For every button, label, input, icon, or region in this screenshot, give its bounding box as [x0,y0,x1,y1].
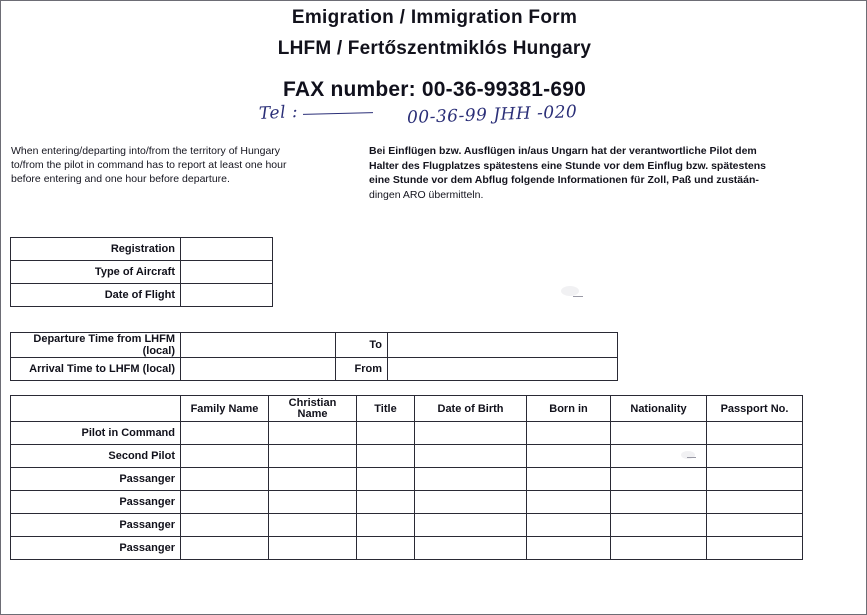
aircraft-info-table [10,237,273,307]
table-row [11,284,273,307]
registration-field[interactable] [181,238,273,261]
row-label-second-pilot: Second Pilot [11,445,181,468]
table-row [11,238,273,261]
header-nationality: Nationality [611,396,707,422]
table-header-row [11,396,803,422]
cell-nationality[interactable] [611,422,707,445]
flight-times-table [10,332,618,381]
handwritten-tel-number: 00-36-99 JHH -020 [406,102,578,128]
persons-header-blank [11,396,181,422]
table-row [11,491,803,514]
date-of-flight-label: Date of Flight [11,284,181,307]
header-christian-name [269,396,357,422]
arrival-time-label: Arrival Time to LHFM (local) [11,358,181,381]
cell-passport-no[interactable] [707,468,803,491]
cell-title[interactable] [357,514,415,537]
table-row [11,358,618,381]
table-row [11,537,803,560]
cell-family-name[interactable] [181,514,269,537]
header-christian-name-line2: Name [297,407,328,420]
cell-date-of-birth[interactable] [415,537,527,560]
cell-passport-no[interactable] [707,445,803,468]
cell-passport-no[interactable] [707,422,803,445]
cell-date-of-birth[interactable] [415,445,527,468]
cell-title[interactable] [357,468,415,491]
header-title: Title [357,396,415,422]
cell-nationality[interactable] [611,491,707,514]
table-row [11,445,803,468]
header-passport-no: Passport No. [707,396,803,422]
persons-table [10,395,803,560]
cell-family-name[interactable] [181,468,269,491]
to-label: To [336,333,388,358]
cell-christian-name[interactable] [269,537,357,560]
cell-date-of-birth[interactable] [415,491,527,514]
departure-time-field[interactable] [181,333,336,358]
scan-artifact [561,286,579,296]
cell-family-name[interactable] [181,537,269,560]
cell-family-name[interactable] [181,491,269,514]
handwritten-tel-label: Tel : [258,101,299,125]
cell-title[interactable] [357,422,415,445]
registration-label: Registration [11,238,181,261]
date-of-flight-field[interactable] [181,284,273,307]
cell-christian-name[interactable] [269,445,357,468]
cell-christian-name[interactable] [269,422,357,445]
page-subtitle: LHFM / Fertőszentmiklós Hungary [277,38,592,59]
table-row [11,261,273,284]
cell-date-of-birth[interactable] [415,422,527,445]
cell-christian-name[interactable] [269,514,357,537]
cell-nationality[interactable] [611,468,707,491]
instruction-note-english: When entering/departing into/from the territory of Hungary to/from the pilot in command has to report at least one hour before entering and one hour before departure. [11,145,287,185]
type-of-aircraft-label: Type of Aircraft [11,261,181,284]
table-row [11,514,803,537]
cell-title[interactable] [357,491,415,514]
cell-nationality[interactable] [611,514,707,537]
table-row [11,422,803,445]
cell-born-in[interactable] [527,537,611,560]
cell-date-of-birth[interactable] [415,468,527,491]
arrival-time-field[interactable] [181,358,336,381]
row-label-passenger-1: Passanger [11,468,181,491]
cell-family-name[interactable] [181,445,269,468]
row-label-pilot-in-command: Pilot in Command [11,422,181,445]
header-born-in: Born in [527,396,611,422]
fax-number-line: FAX number: 00-36-99381-690 [282,78,587,101]
from-field[interactable] [388,358,618,381]
cell-born-in[interactable] [527,445,611,468]
table-row [11,468,803,491]
to-field[interactable] [388,333,618,358]
cell-passport-no[interactable] [707,514,803,537]
cell-christian-name[interactable] [269,491,357,514]
cell-born-in[interactable] [527,468,611,491]
row-label-passenger-3: Passanger [11,514,181,537]
cell-passport-no[interactable] [707,491,803,514]
cell-title[interactable] [357,537,415,560]
cell-family-name[interactable] [181,422,269,445]
cell-passport-no[interactable] [707,537,803,560]
cell-title[interactable] [357,445,415,468]
scan-speck [573,296,583,297]
type-of-aircraft-field[interactable] [181,261,273,284]
cell-born-in[interactable] [527,491,611,514]
header-family-name: Family Name [181,396,269,422]
instruction-note-german-tail: dingen ARO übermitteln. [369,188,484,201]
instruction-note-german-main: Bei Einflügen bzw. Ausflügen in/aus Ungarn hat der verantwortliche Pilot dem Halter des Flugplatzes spätestens eine Stunde vor dem Einflug bzw. spätestens eine Stunde vor dem Abflug folgende Informationen für Zoll, Paß und zustäán- [369,145,766,186]
row-label-passenger-4: Passanger [11,537,181,560]
table-row [11,333,618,358]
from-label: From [336,358,388,381]
handwritten-telephone-annotation [259,99,659,133]
cell-nationality[interactable] [611,445,707,468]
cell-christian-name[interactable] [269,468,357,491]
header-date-of-birth: Date of Birth [415,396,527,422]
document-title-block [1,7,867,102]
departure-time-label: Departure Time from LHFM (local) [11,333,181,358]
cell-date-of-birth[interactable] [415,514,527,537]
handwritten-strikethrough [303,112,373,115]
header-christian-name-line1: Christian [288,396,337,409]
cell-born-in[interactable] [527,514,611,537]
row-label-passenger-2: Passanger [11,491,181,514]
cell-born-in[interactable] [527,422,611,445]
page-title: Emigration / Immigration Form [291,7,578,28]
instruction-note-german [369,144,781,202]
cell-nationality[interactable] [611,537,707,560]
